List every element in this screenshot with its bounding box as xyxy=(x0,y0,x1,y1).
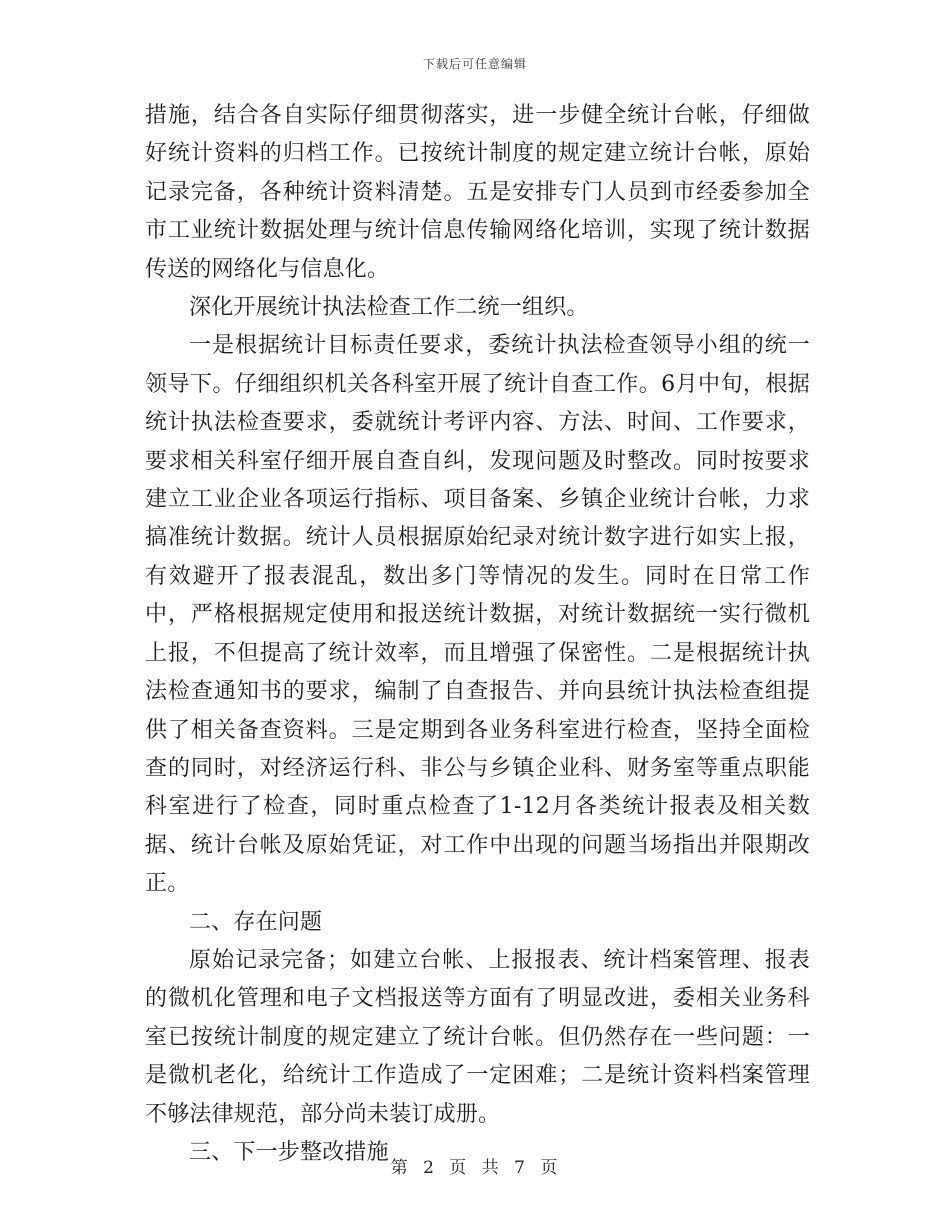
paragraph-5: 原始记录完备；如建立台帐、上报报表、统计档案管理、报表的微机化管理和电子文档报送等方面有了明显改进，委相关业务科室已按统计制度的规定建立了统计台帐。但仍然存在一些问题：一是微机老化，给统计工作造成了一定困难；二是统计资料档案管理不够法律规范，部分尚未装订成册。 xyxy=(145,947,810,1127)
paragraph-3: 一是根据统计目标责任要求，委统计执法检查领导小组的统一领导下。仔细组织机关各科室开展了统计自查工作。6月中旬，根据统计执法检查要求，委就统计考评内容、方法、时间、工作要求，要求相关科室仔细开展自查自纠，发现问题及时整改。同时按要求建立工业企业各项运行指标、项目备案、乡镇企业统计台帐，力求搞准统计数据。统计人员根据原始纪录对统计数字进行如实上报，有效避开了报表混乱，数出多门等情况的发生。同时在日常工作中，严格根据规定使用和报送统计数据，对统计数据统一实行微机上报，不但提高了统计效率，而且增强了保密性。二是根据统计执法检查通知书的要求，编制了自查报告、并向县统计执法检查组提供了相关备查资料。三是定期到各业务科室进行检查，坚持全面检查的同时，对经济运行科、非公与乡镇企业科、财务室等重点职能科室进行了检查，同时重点检查了1-12月各类统计报表及相关数据、统计台帐及原始凭证，对工作中出现的问题当场指出并限期改正。 xyxy=(145,333,810,897)
paragraph-1: 措施，结合各自实际仔细贯彻落实，进一步健全统计台帐，仔细做好统计资料的归档工作。已按统计制度的规定建立统计台帐，原始记录完备，各种统计资料清楚。五是安排专门人员到市经委参加全市工业统计数据处理与统计信息传输网络化培训，实现了统计数据传送的网络化与信息化。 xyxy=(145,103,810,282)
document-body xyxy=(145,97,810,1172)
page-footer: 第 2 页 共 7 页 xyxy=(390,1158,560,1178)
page-header: 下载后可任意编辑 xyxy=(422,57,527,71)
paragraph-2: 深化开展统计执法检查工作二统一组织。 xyxy=(189,295,589,321)
section-heading-problems: 二、存在问题 xyxy=(189,909,323,935)
section-heading-next-steps: 三、下一步整改措施 xyxy=(189,1139,389,1165)
